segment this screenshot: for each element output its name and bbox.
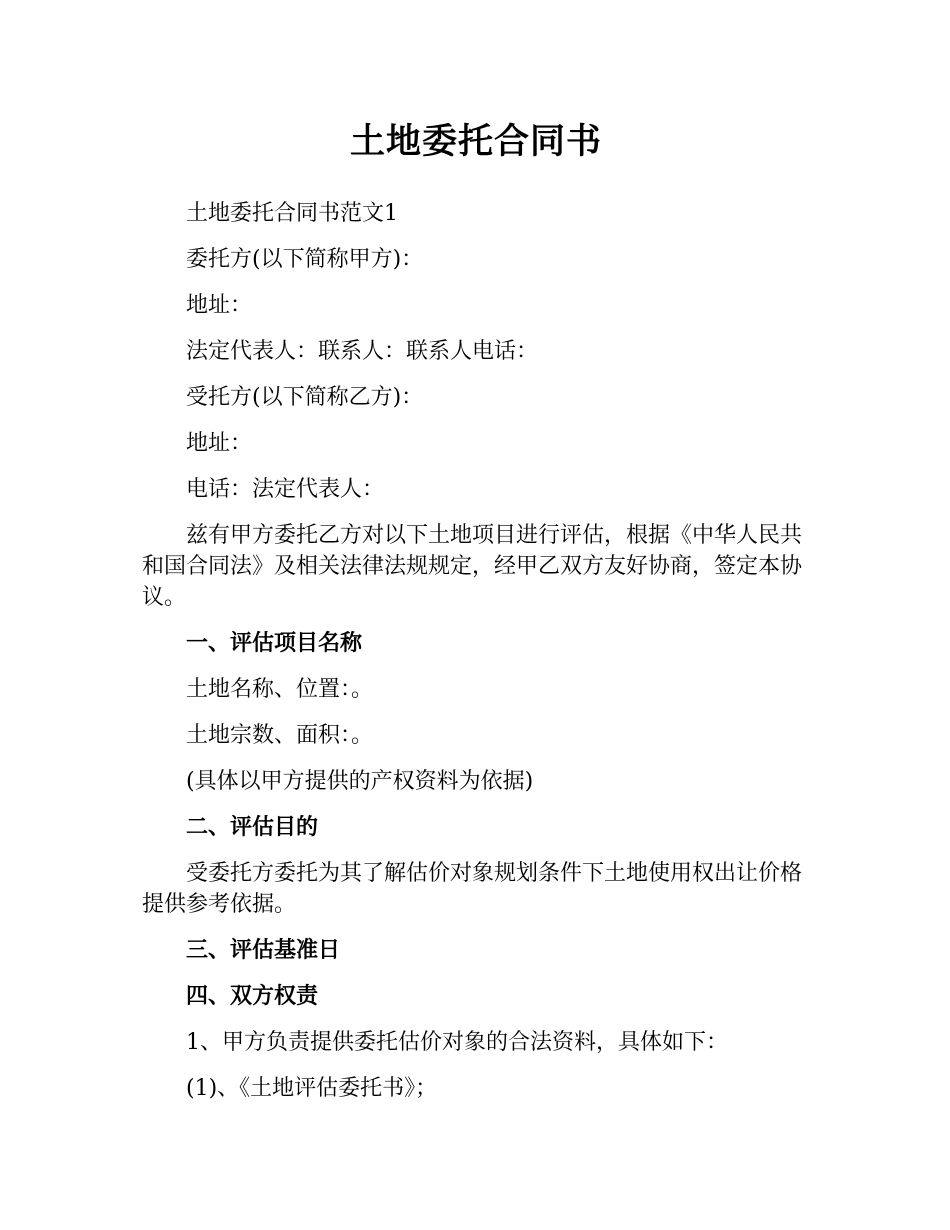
section-heading: 二、评估目的 [186,815,319,840]
document-title: 土地委托合同书 [349,122,602,162]
paragraph: 地址： [186,431,253,456]
paragraph: 受委托方委托为其了解估价对象规划条件下土地使用权出让价格提供参考依据。 [142,861,803,917]
section-heading: 四、双方权责 [186,984,319,1009]
document-page [142,0,810,1119]
paragraph: (1)、《土地评估委托书》； [186,1076,438,1101]
paragraph: 兹有甲方委托乙方对以下土地项目进行评估，根据《中华人民共和国合同法》及相关法律法规规定，经甲乙双方友好协商，签定本协议。 [142,523,803,610]
section-heading: 一、评估项目名称 [186,631,363,656]
paragraph: 土地委托合同书范文1 [186,201,398,226]
paragraph: 土地名称、位置：。 [186,677,374,702]
document-body [142,198,810,1104]
paragraph: (具体以甲方提供的产权资料为依据) [186,769,534,794]
paragraph: 1、甲方负责提供委托估价对象的合法资料，具体如下： [186,1030,728,1055]
paragraph: 委托方(以下简称甲方)： [186,247,424,272]
paragraph: 受托方(以下简称乙方)： [186,385,424,410]
paragraph: 地址： [186,293,253,318]
paragraph: 电话：法定代表人： [186,477,385,502]
paragraph: 法定代表人：联系人：联系人电话： [186,339,539,364]
section-heading: 三、评估基准日 [186,938,341,963]
paragraph: 土地宗数、面积：。 [186,723,374,748]
